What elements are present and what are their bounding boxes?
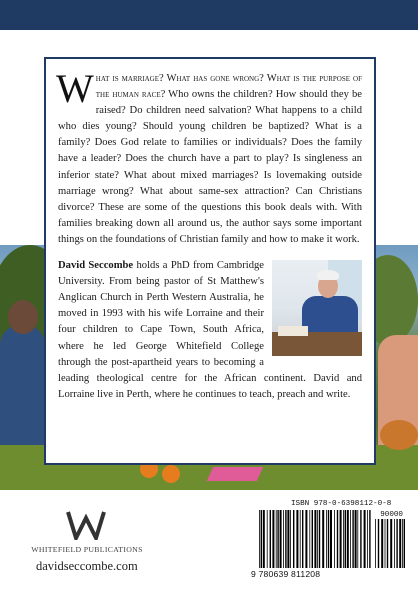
- barcode-stripe: [317, 510, 318, 568]
- top-color-band: [0, 0, 418, 30]
- barcode-stripe: [296, 510, 298, 568]
- barcode-stripe: [378, 519, 379, 568]
- barcode-stripe: [328, 510, 329, 568]
- author-photo: [272, 260, 362, 356]
- bread-loaf: [380, 420, 418, 450]
- barcode-stripe: [396, 519, 397, 568]
- barcode-stripe: [330, 510, 332, 568]
- author-bio-text: holds a PhD from Cambridge University. From being pastor of St Matthew's Anglican Church in Perth Western Australia, he moved in 1993 with his wife Lorraine and their four children to Cape Town, South Africa, where he led George Whitefield College through the post-apartheid years to becoming a leading theological centre for the African continent. David and Lorraine live in Perth, where he continues to teach, preach and write.: [58, 260, 362, 400]
- barcode-stripe: [314, 510, 316, 568]
- book-blurb: [56, 66, 362, 248]
- blurb-body: Who owns the children? How should they be raised? Do children need salvation? What happens to a child who dies young? Should young children be baptized? What is a family? Does God relate to families or individuals? Does the family have a leader? Does the church have a part to play? Is singleness an inferior state? What about mixed marriages? Is lovemaking outside marriage wrong? What about same-sex attraction? Can Christians divorce? These are some of the questions this book deals with. With families breaking down all around us, the author says some important things on the foundations of Christian family and how to make it work.: [58, 89, 362, 245]
- barcode-stripe: [277, 510, 278, 568]
- orange-fruit: [162, 465, 180, 483]
- person-head: [8, 300, 38, 334]
- barcode-stripe: [387, 519, 388, 568]
- barcode-digits: 9 780639 811208: [251, 569, 321, 579]
- barcode-stripe: [276, 510, 277, 568]
- barcode-stripe: [267, 510, 268, 568]
- barcode-stripe: [305, 510, 307, 568]
- barcode-stripe: [343, 510, 344, 568]
- isbn-label: ISBN 978-0-6398112-0-8: [291, 500, 392, 508]
- barcode-stripe: [360, 510, 361, 568]
- back-cover-text-panel: [44, 57, 376, 465]
- barcode-stripe: [334, 510, 335, 568]
- barcode-stripe: [261, 510, 262, 568]
- author-hair-shape: [317, 270, 339, 280]
- barcode-stripe: [272, 510, 274, 568]
- barcode-stripe: [285, 510, 286, 568]
- price-code: 90000: [380, 511, 403, 519]
- barcode-stripe: [404, 519, 405, 568]
- barcode-stripe: [302, 510, 303, 568]
- barcode-stripe: [402, 519, 403, 568]
- barcode-stripe: [367, 510, 368, 568]
- barcode-stripe: [259, 510, 260, 568]
- publisher-name: WHITEFIELD PUBLICATIONS: [31, 545, 143, 554]
- barcode-stripe: [357, 510, 358, 568]
- barcode-stripe: [263, 510, 265, 568]
- barcode-stripe: [287, 510, 289, 568]
- barcode-stripe: [300, 510, 301, 568]
- website-url: davidseccombe.com: [36, 559, 138, 573]
- barcode-stripe: [326, 510, 327, 568]
- barcode-stripe: [345, 510, 346, 568]
- barcode-stripe: [309, 510, 310, 568]
- author-name: David Seccombe: [58, 260, 134, 272]
- barcode-stripe: [350, 510, 351, 568]
- barcode-stripe: [352, 510, 353, 568]
- barcode-stripe: [355, 510, 357, 568]
- barcode-stripe: [381, 519, 383, 568]
- barcode-stripe: [340, 510, 342, 568]
- barcode-stripe: [375, 519, 376, 568]
- barcode-stripe: [283, 510, 284, 568]
- barcode-stripe: [290, 510, 291, 568]
- barcode-stripe: [399, 519, 401, 568]
- drop-cap: W: [56, 66, 94, 111]
- barcode-stripe: [390, 519, 392, 568]
- barcode-stripe: [312, 510, 313, 568]
- addon-barcode: [375, 519, 405, 568]
- ean-barcode: [259, 510, 371, 568]
- barcode-stripe: [394, 519, 395, 568]
- barcode-stripe: [270, 510, 271, 568]
- barcode-stripe: [337, 510, 338, 568]
- barcode-stripe: [364, 510, 366, 568]
- barcode-block: [247, 497, 407, 585]
- barcode-stripe: [280, 510, 282, 568]
- barcode-stripe: [369, 510, 370, 568]
- barcode-stripe: [319, 510, 320, 568]
- blurb-opening: hat is marriage? What has gone wrong? What is the purpose of the human race?: [95, 73, 362, 101]
- person-figure: [0, 325, 45, 445]
- book-shape: [278, 326, 308, 336]
- author-bio: [58, 258, 362, 403]
- barcode-stripe: [293, 510, 294, 568]
- barcode-stripe: [322, 510, 324, 568]
- publisher-logo: [66, 510, 106, 540]
- barcode-stripe: [347, 510, 349, 568]
- picnic-cloth: [207, 467, 264, 481]
- barcode-stripe: [385, 519, 386, 568]
